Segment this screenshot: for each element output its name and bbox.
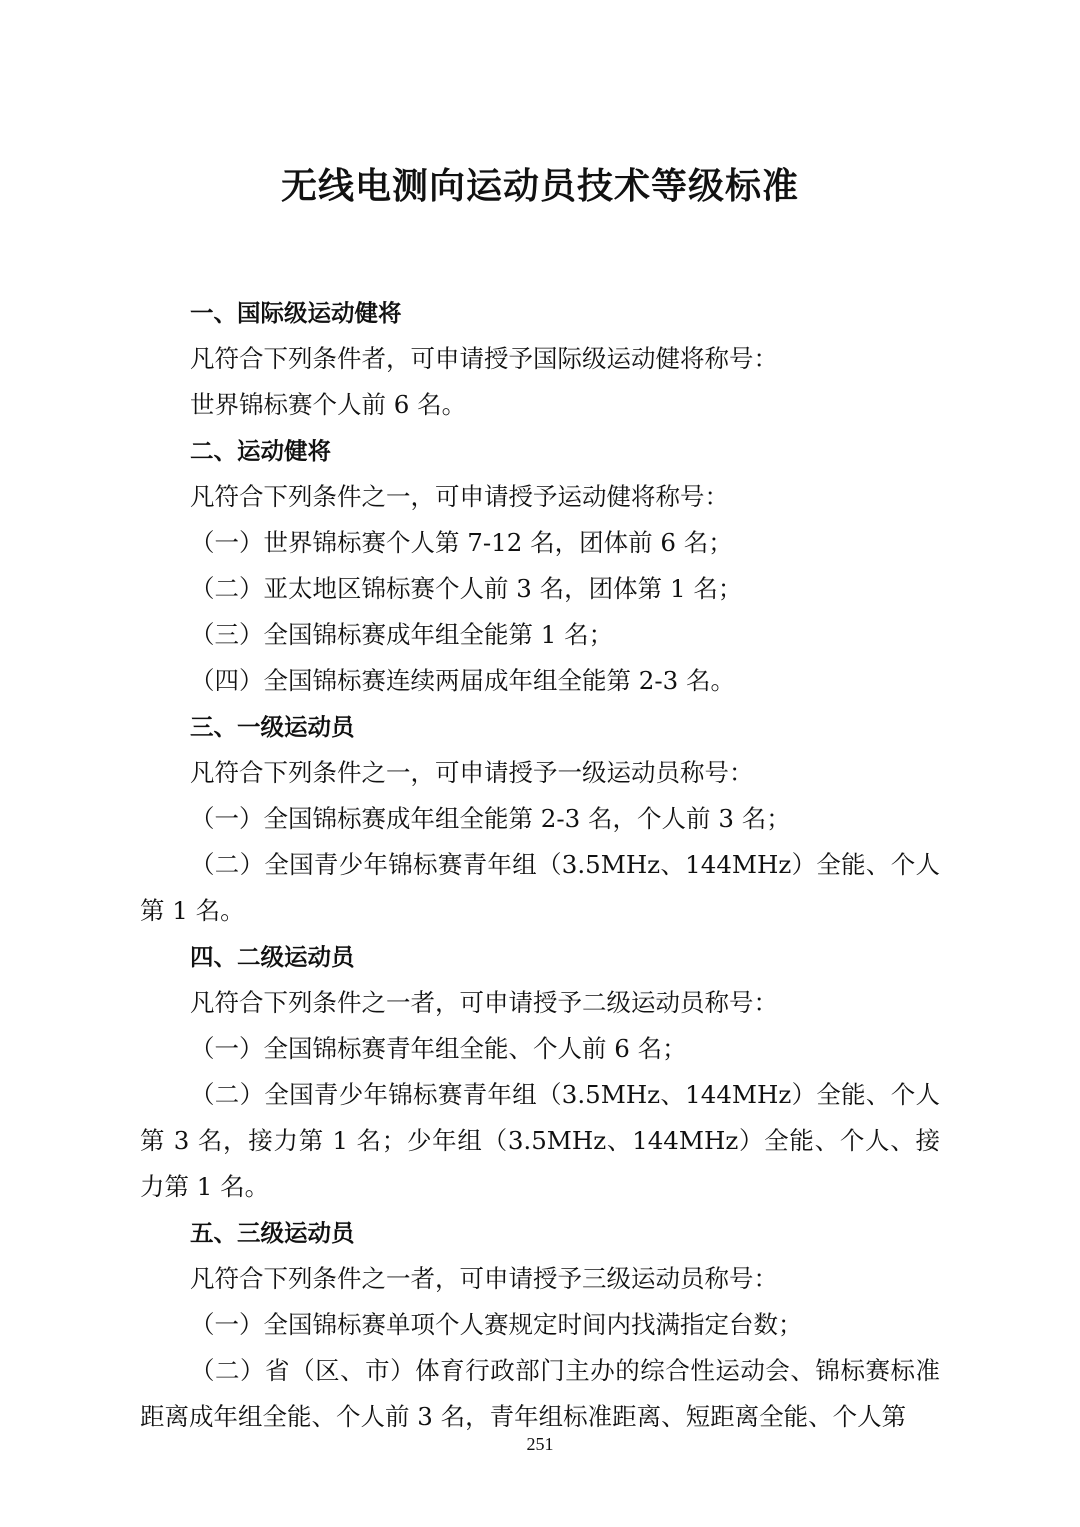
list-item: （四）全国锦标赛连续两届成年组全能第 2-3 名。 bbox=[190, 666, 736, 695]
paragraph: 世界锦标赛个人前 6 名。 bbox=[190, 390, 467, 419]
section-heading: 三、一级运动员 bbox=[190, 713, 355, 741]
list-item: （一）全国锦标赛青年组全能、个人前 6 名； bbox=[190, 1034, 687, 1063]
list-item: （一）全国锦标赛成年组全能第 2-3 名，个人前 3 名； bbox=[190, 804, 791, 833]
paragraph: 凡符合下列条件者，可申请授予国际级运动健将称号： bbox=[190, 344, 778, 373]
section-heading: 五、三级运动员 bbox=[190, 1219, 355, 1247]
list-item: （一）全国锦标赛单项个人赛规定时间内找满指定台数； bbox=[190, 1310, 803, 1339]
paragraph: 凡符合下列条件之一者，可申请授予三级运动员称号： bbox=[190, 1264, 778, 1293]
document-body bbox=[140, 290, 940, 1440]
section-heading: 四、二级运动员 bbox=[190, 943, 355, 971]
paragraph: 凡符合下列条件之一，可申请授予运动健将称号： bbox=[190, 482, 729, 511]
page-number: 251 bbox=[526, 1434, 554, 1454]
section-heading: 二、运动健将 bbox=[190, 437, 331, 465]
paragraph: 凡符合下列条件之一，可申请授予一级运动员称号： bbox=[190, 758, 754, 787]
list-item: （二）全国青少年锦标赛青年组（3.5MHz、144MHz）全能、个人第 1 名。 bbox=[140, 850, 940, 925]
paragraph: 凡符合下列条件之一者，可申请授予二级运动员称号： bbox=[190, 988, 778, 1017]
list-item: （三）全国锦标赛成年组全能第 1 名； bbox=[190, 620, 614, 649]
list-item: （二）全国青少年锦标赛青年组（3.5MHz、144MHz）全能、个人第 3 名，接力第 1 名；少年组（3.5MHz、144MHz）全能、个人、接力第 1 名。 bbox=[140, 1080, 940, 1201]
document-title: 无线电测向运动员技术等级标准 bbox=[280, 165, 799, 207]
section-heading: 一、国际级运动健将 bbox=[190, 299, 402, 327]
list-item: （二）亚太地区锦标赛个人前 3 名，团体第 1 名； bbox=[190, 574, 743, 603]
list-item: （一）世界锦标赛个人第 7-12 名，团体前 6 名； bbox=[190, 528, 733, 557]
list-item: （二）省（区、市）体育行政部门主办的综合性运动会、锦标赛标准距离成年组全能、个人前 3 名，青年组标准距离、短距离全能、个人第 bbox=[140, 1356, 940, 1431]
